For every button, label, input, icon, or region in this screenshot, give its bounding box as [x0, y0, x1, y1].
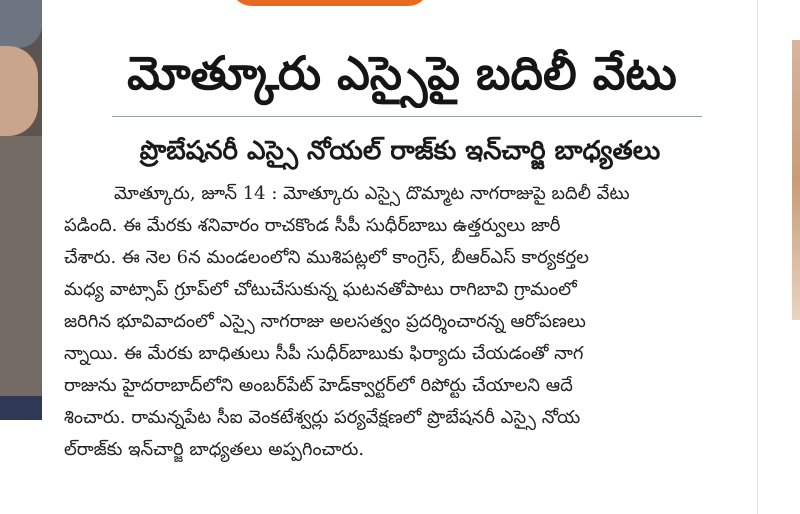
photo-cap — [0, 0, 42, 48]
body-line: రాజును హైదరాబాద్‌లోని అంబర్‌పేట్ హెడ్‌క్వార్టర్‌లో రిపోర్టు చేయాలని ఆదే — [64, 375, 573, 396]
body-line: మధ్య వాట్సాప్ గ్రూప్‌లో చోటుచేసుకున్న ఘటనతోపాటు రాగిబావి గ్రామంలో — [64, 279, 577, 300]
photo-face — [0, 46, 38, 136]
article-body — [64, 178, 742, 466]
subheadline: ప్రొబేషనరీ ఎస్సై నోయల్ రాజ్‌కు ఇన్‌చార్జి బాధ్యతలు — [139, 136, 661, 166]
body-line: మోత్కూరు, జూన్ 14 : మోత్కూరు ఎస్సై దొమ్మాట నాగరాజుపై బదిలీ వేటు — [114, 183, 630, 204]
body-line: శించారు. రామన్నపేట సీఐ వెంకటేశ్వర్లు పర్యవేక్షణలో ప్రొబేషనరీ ఎస్సై నోయ — [64, 407, 581, 428]
body-line: జరిగిన భూవివాదంలో ఎస్సై నాగరాజు అలసత్వం ప్రదర్శించారన్న ఆరోపణలు — [64, 311, 586, 332]
photo-shirt — [0, 136, 42, 396]
photo-pants — [0, 396, 42, 420]
headline: మోత్కూరు ఎస్సైపై బదిలీ వేటు — [127, 46, 677, 100]
header-accent-arc — [230, 0, 430, 6]
body-line: న్నాయి. ఈ మేరకు బాధితులు సీపీ సుధీర్‌బాబుకు ఫిర్యాదు చేయడంతో నాగ — [64, 343, 584, 364]
body-line: ల్‌రాజ్‌కు ఇన్‌చార్జి బాధ్యతలు అప్పగించారు. — [64, 439, 365, 460]
body-line: పడింది. ఈ మేరకు శనివారం రాచకొండ సీపీ సుధీర్‌బాబు ఉత్తర్వులు జారీ — [64, 215, 561, 236]
headline-rule — [112, 116, 702, 117]
column-divider — [757, 0, 758, 514]
cropped-adjacent-photo — [792, 40, 800, 320]
body-line: చేశారు. ఈ నెల 6న మండలంలోని ముశిపట్లలో కాంగ్రెస్, బీఆర్ఎస్ కార్యకర్తల — [64, 247, 589, 268]
cropped-person-photo — [0, 0, 42, 420]
